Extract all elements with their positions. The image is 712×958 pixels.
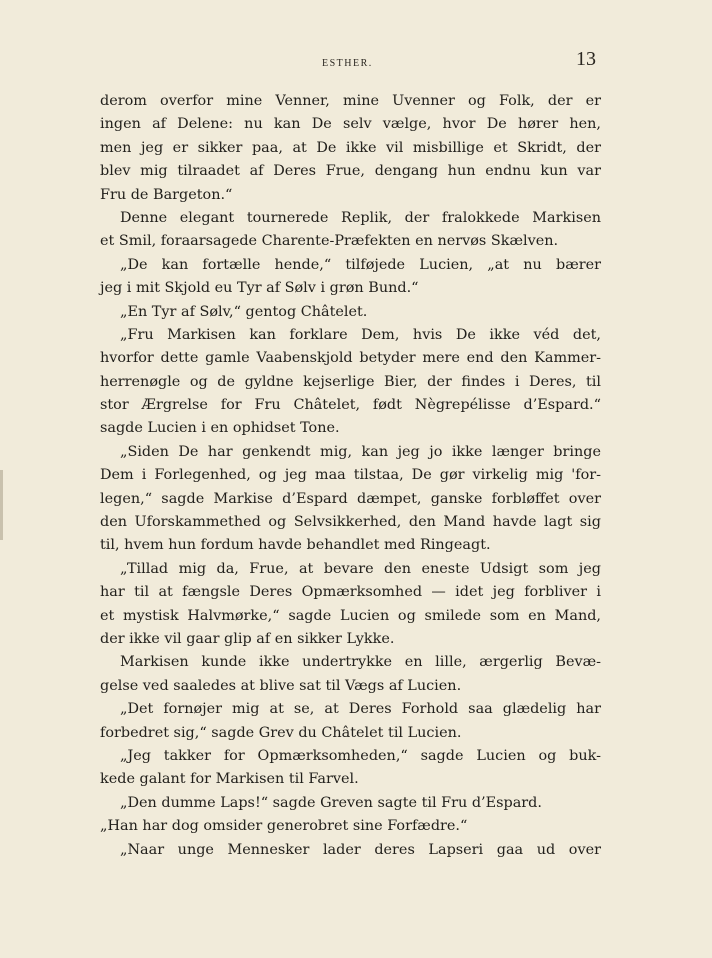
text-line: herrenøgle og de gyldne kejserlige Bier, der findes i Deres, til <box>100 373 601 390</box>
text-line: derom overfor mine Venner, mine Uvenner og Folk, der er <box>100 93 601 109</box>
text-line: „Jeg takker for Opmærksomheden,“ sagde Lucien og buk- <box>120 747 601 764</box>
text-line: hvorfor dette gamle Vaabenskjold betyder mere end den Kammer- <box>100 350 601 367</box>
text-line: Fru de Bargeton.“ <box>100 186 233 203</box>
text-line: „Siden De har genkendt mig, kan jeg jo ikke længer bringe <box>120 443 601 460</box>
text-line: forbedret sig,“ sagde Grev du Châtelet til Lucien. <box>100 724 462 741</box>
text-line: den Uforskammethed og Selvsikkerhed, den Mand havde lagt sig <box>100 514 601 531</box>
text-line: jeg i mit Skjold eu Tyr af Sølv i grøn Bund.“ <box>100 280 419 297</box>
text-line: Denne elegant tournerede Replik, der fralokkede Markisen <box>120 209 601 226</box>
text-line: har til at fængsle Deres Opmærksomhed — idet jeg forbliver i <box>100 584 601 601</box>
running-head: ESTHER. <box>322 58 373 69</box>
text-line: „Det fornøjer mig at se, at Deres Forhold saa glædelig har <box>120 701 601 718</box>
text-line: sagde Lucien i en ophidset Tone. <box>100 420 340 437</box>
text-line: et mystisk Halvmørke,“ sagde Lucien og smilede som en Mand, <box>100 607 601 624</box>
text-line: blev mig tilraadet af Deres Frue, dengang hun endnu kun var <box>100 163 601 180</box>
text-line: legen,“ sagde Markise d’Espard dæmpet, ganske forbløffet over <box>100 490 601 507</box>
text-line: et Smil, foraarsagede Charente-Præfekten en nervøs Skælven. <box>100 233 559 250</box>
text-line: gelse ved saaledes at blive sat til Vægs af Lucien. <box>100 677 462 694</box>
text-line: men jeg er sikker paa, at De ikke vil misbillige et Skridt, der <box>100 139 601 156</box>
text-line: „Han har dog omsider generobret sine Forfædre.“ <box>100 818 468 835</box>
text-line: „En Tyr af Sølv,“ gentog Châtelet. <box>120 303 368 320</box>
text-line: „Tillad mig da, Frue, at bevare den eneste Udsigt som jeg <box>120 560 601 577</box>
text-line: Markisen kunde ikke undertrykke en lille, ærgerlig Bevæ- <box>120 654 601 671</box>
text-line: der ikke vil gaar glip af en sikker Lykke. <box>100 630 395 647</box>
text-line: Dem i Forlegenhed, og jeg maa tilstaa, De gør virkelig mig 'for- <box>100 467 601 484</box>
page-edge-shadow <box>0 470 3 540</box>
text-line: „De kan fortælle hende,“ tilføjede Lucien, „at nu bærer <box>120 256 601 273</box>
body-text <box>100 90 601 862</box>
text-line: „Naar unge Mennesker lader deres Lapseri gaa ud over <box>120 841 601 858</box>
text-line: „Fru Markisen kan forklare Dem, hvis De ikke véd det, <box>120 326 601 343</box>
text-line: „Den dumme Laps!“ sagde Greven sagte til Fru d’Espard. <box>120 794 542 811</box>
text-line: kede galant for Markisen til Farvel. <box>100 771 359 788</box>
text-line: ingen af Delene: nu kan De selv vælge, hvor De hører hen, <box>100 116 601 133</box>
text-line: til, hvem hun fordum havde behandlet med Ringeagt. <box>100 537 491 554</box>
page-number: 13 <box>576 48 596 70</box>
text-line: stor Ærgrelse for Fru Châtelet, født Nègrepélisse d’Espard.“ <box>100 397 601 414</box>
